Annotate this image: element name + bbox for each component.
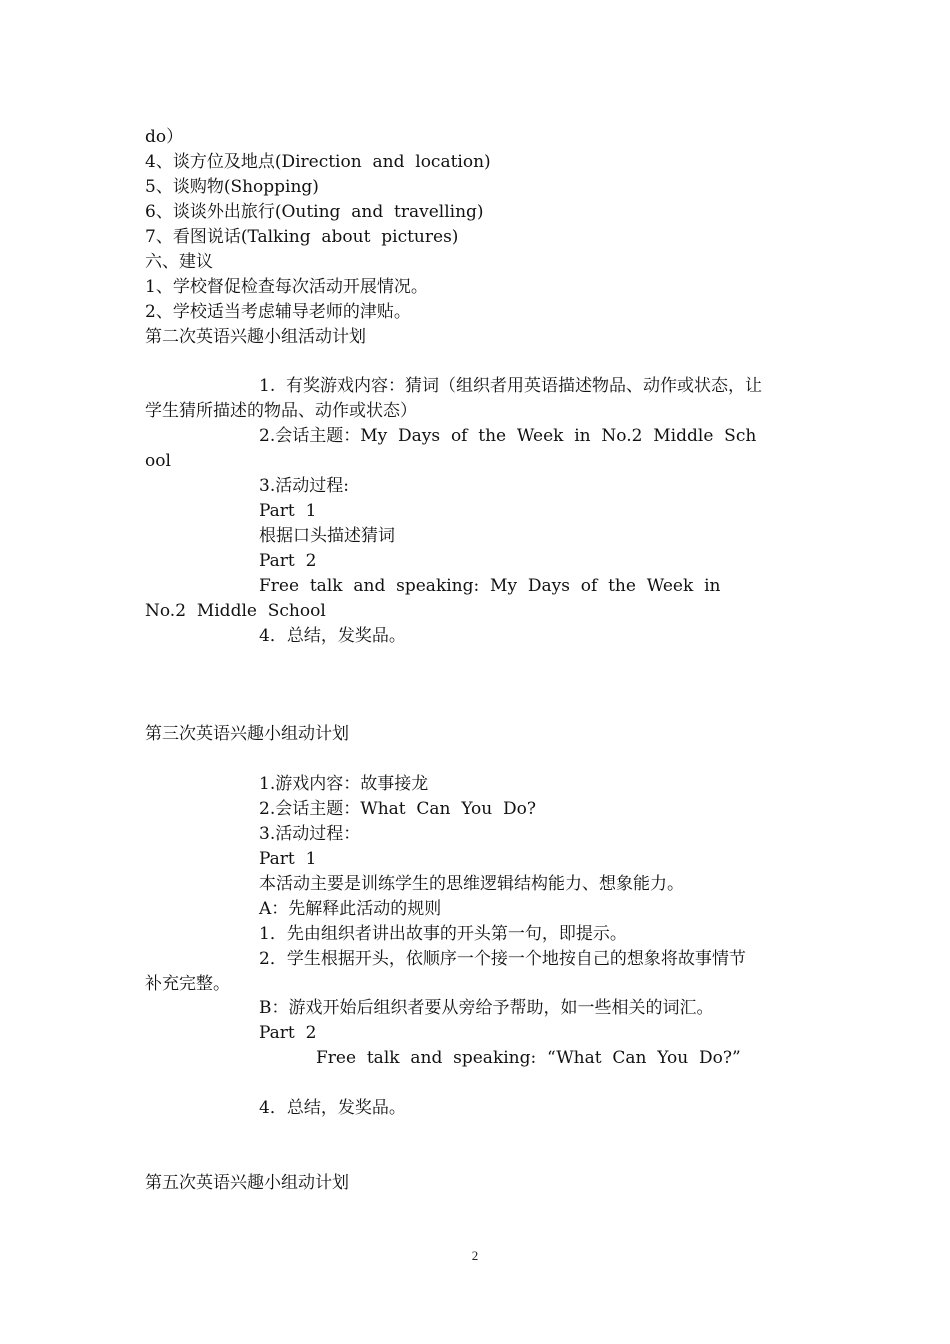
part-label: Part 2 [259,551,317,571]
suggestion-item: 2、学校适当考虑辅导老师的津贴。 [145,302,411,322]
plan-item-continued: 学生猜所描述的物品、动作或状态） [145,401,417,421]
plan-item: 4．总结，发奖品。 [259,1098,406,1118]
page-number: 2 [471,1248,479,1263]
list-item-direction: 4、谈方位及地点(Direction and location) [145,152,491,172]
list-item-pictures: 7、看图说话(Talking about pictures) [145,227,459,247]
part-label: Part 1 [259,501,317,521]
rule-item-continued: 补充完整。 [145,974,230,994]
list-item-shopping: 5、谈购物(Shopping) [145,177,319,197]
plan-item: 2.会话主题：My Days of the Week in No.2 Middle Sch [259,426,757,446]
plan-item: 1.游戏内容：故事接龙 [259,774,429,794]
text-line: do） [145,127,184,147]
text-line-continued: No.2 Middle School [145,601,326,621]
text-line: 本活动主要是训练学生的思维逻辑结构能力、想象能力。 [259,874,684,894]
text-line: 根据口头描述猜词 [259,526,395,546]
plan-title-third: 第三次英语兴趣小组动计划 [145,724,349,744]
text-line: B：游戏开始后组织者要从旁给予帮助，如一些相关的词汇。 [259,998,714,1018]
rule-item: 2．学生根据开头，依顺序一个接一个地按自己的想象将故事情节 [259,949,746,969]
plan-item: 4．总结，发奖品。 [259,626,406,646]
text-line: Free talk and speaking: My Days of the Week in [259,576,721,596]
text-line: Free talk and speaking: “What Can You Do?” [316,1048,741,1068]
plan-item: 1. 有奖游戏内容：猜词（组织者用英语描述物品、动作或状态，让 [259,376,763,396]
part-label: Part 2 [259,1023,317,1043]
plan-title-fifth: 第五次英语兴趣小组动计划 [145,1173,349,1193]
plan-title-second: 第二次英语兴趣小组活动计划 [145,327,366,347]
suggestion-item: 1、学校督促检查每次活动开展情况。 [145,277,428,297]
plan-item: 2.会话主题：What Can You Do? [259,799,537,819]
text-line: A：先解释此活动的规则 [259,899,442,919]
plan-item-continued: ool [145,451,171,471]
plan-item: 3.活动过程： [259,824,361,844]
rule-item: 1．先由组织者讲出故事的开头第一句，即提示。 [259,924,627,944]
plan-item: 3.活动过程: [259,476,349,496]
list-item-outing: 6、谈谈外出旅行(Outing and travelling) [145,202,484,222]
part-label: Part 1 [259,849,317,869]
section-heading-suggestions: 六、建议 [145,252,213,272]
